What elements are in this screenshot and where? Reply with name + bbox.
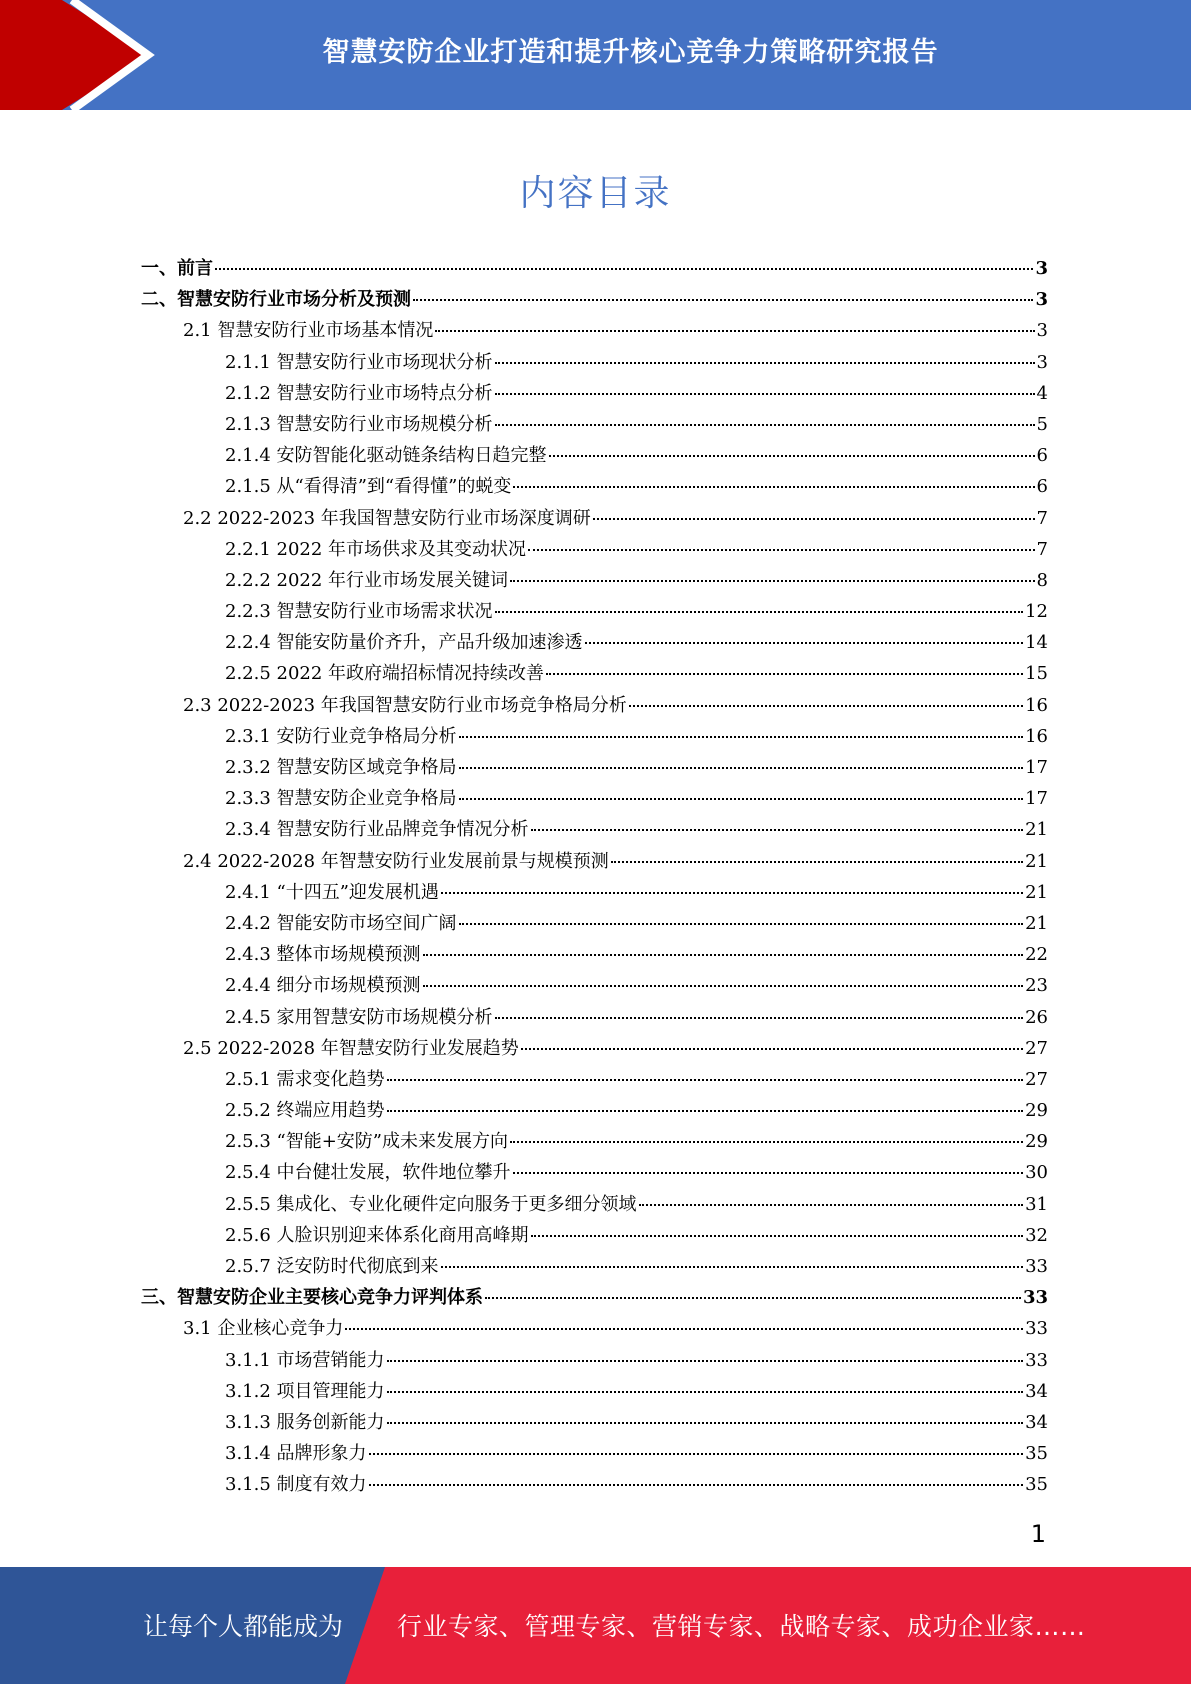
toc-entry-page: 21 [1025, 881, 1048, 903]
toc-entry-page: 31 [1025, 1193, 1048, 1215]
toc-entry[interactable] [141, 971, 1048, 1002]
toc-entry-label: 2.3.4 智慧安防行业品牌竞争情况分析 [225, 819, 529, 841]
toc-leader-dots [531, 1235, 1024, 1237]
toc-leader-dots [495, 611, 1024, 613]
toc-leader-dots [495, 1017, 1024, 1019]
toc-entry-label: 3.1 企业核心竞争力 [183, 1318, 344, 1340]
toc-entry-page: 30 [1025, 1162, 1048, 1184]
toc-entry-label: 一、前言 [141, 258, 213, 279]
toc-heading: 内容目录 [519, 173, 672, 214]
toc-entry-page: 33 [1025, 1256, 1048, 1277]
toc-entry[interactable] [141, 722, 1048, 753]
toc-leader-dots [495, 393, 1035, 395]
toc-entry-label: 2.5.1 需求变化趋势 [225, 1068, 385, 1090]
toc-entry[interactable] [141, 878, 1048, 909]
toc-entry-page: 7 [1036, 507, 1048, 529]
toc-entry[interactable] [141, 1096, 1048, 1127]
toc-leader-dots [546, 673, 1023, 675]
toc-entry-page: 22 [1025, 944, 1048, 966]
toc-entry-page: 35 [1025, 1443, 1048, 1465]
toc-entry[interactable] [141, 1252, 1048, 1283]
toc-leader-dots [423, 954, 1024, 956]
report-title: 智慧安防企业打造和提升核心竞争力策略研究报告 [322, 37, 939, 68]
toc-entry[interactable] [141, 254, 1048, 285]
toc-entry-page: 21 [1025, 912, 1048, 934]
toc-entry-page: 3 [1036, 351, 1048, 373]
toc-entry[interactable] [141, 1221, 1048, 1252]
toc-entry[interactable] [141, 504, 1048, 535]
toc-entry[interactable] [141, 1346, 1048, 1377]
toc-entry-page: 6 [1036, 445, 1048, 467]
toc-entry-label: 2.5.5 集成化、专业化硬件定向服务于更多细分领域 [225, 1193, 637, 1215]
toc-entry-page: 3 [1035, 258, 1048, 279]
toc-leader-dots [215, 268, 1033, 270]
toc-entry[interactable] [141, 410, 1048, 441]
toc-entry-label: 2.5.6 人脸识别迎来体系化商用高峰期 [225, 1224, 529, 1246]
toc-leader-dots [510, 580, 1034, 582]
toc-entry[interactable] [141, 472, 1048, 503]
toc-leader-dots [513, 486, 1034, 488]
toc-entry[interactable] [141, 535, 1048, 566]
toc-leader-dots [423, 985, 1024, 987]
toc-leader-dots [593, 518, 1035, 520]
toc-entry-label: 2.5.3 “智能+安防”成未来发展方向 [225, 1131, 509, 1153]
toc-leader-dots [521, 1048, 1023, 1050]
toc-entry[interactable] [141, 1314, 1048, 1345]
toc-entry[interactable] [141, 316, 1048, 347]
toc-entry-page: 17 [1025, 788, 1048, 810]
toc-entry-page: 32 [1025, 1224, 1048, 1246]
toc-entry-label: 二、智慧安防行业市场分析及预测 [141, 289, 411, 311]
toc-entry-label: 2.1 智慧安防行业市场基本情况 [183, 320, 434, 342]
toc-entry[interactable] [141, 1377, 1048, 1408]
footer-slogan-left: 让每个人都能成为 [143, 1612, 344, 1641]
toc-leader-dots [441, 892, 1023, 894]
toc-entry[interactable] [141, 597, 1048, 628]
toc-entry-page: 3 [1035, 289, 1048, 311]
toc-leader-dots [369, 1484, 1024, 1486]
toc-entry-label: 三、智慧安防企业主要核心竞争力评判体系 [141, 1287, 483, 1309]
toc-leader-dots [513, 1172, 1024, 1174]
toc-entry-page: 8 [1036, 569, 1048, 591]
toc-entry-page: 12 [1025, 601, 1048, 623]
toc-leader-dots [528, 549, 1034, 551]
toc-entry-label: 2.3 2022-2023 年我国智慧安防行业市场竞争格局分析 [183, 694, 627, 716]
toc-leader-dots [387, 1391, 1024, 1393]
toc-leader-dots [495, 362, 1035, 364]
toc-entry-label: 2.1.3 智慧安防行业市场规模分析 [225, 413, 493, 435]
toc-entry-label: 2.2.1 2022 年市场供求及其变动状况 [225, 538, 527, 560]
toc-entry[interactable] [141, 1190, 1048, 1221]
toc-leader-dots [510, 1141, 1023, 1143]
toc-entry-page: 33 [1025, 1318, 1048, 1340]
toc-leader-dots [459, 736, 1024, 738]
toc-leader-dots [611, 861, 1023, 863]
toc-leader-dots [387, 1110, 1024, 1112]
toc-entry-label: 2.5.2 终端应用趋势 [225, 1100, 385, 1122]
toc-leader-dots [585, 642, 1024, 644]
toc-entry-label: 2.4.4 细分市场规模预测 [225, 975, 421, 997]
toc-entry-label: 2.4.5 家用智慧安防市场规模分析 [225, 1006, 493, 1028]
toc-entry-page: 23 [1025, 975, 1048, 997]
toc-entry[interactable] [141, 1439, 1048, 1470]
toc-leader-dots [495, 424, 1035, 426]
toc-entry[interactable] [141, 285, 1048, 316]
toc-entry-page: 27 [1025, 1037, 1048, 1059]
toc-entry[interactable] [141, 1470, 1048, 1501]
toc-entry[interactable] [141, 1283, 1048, 1314]
toc-entry[interactable] [141, 566, 1048, 597]
toc-leader-dots [459, 767, 1024, 769]
toc-entry-page: 29 [1025, 1131, 1048, 1153]
toc-entry-label: 3.1.1 市场营销能力 [225, 1349, 385, 1371]
toc-leader-dots [435, 330, 1034, 332]
toc-leader-dots [387, 1079, 1024, 1081]
toc-entry[interactable] [141, 441, 1048, 472]
footer-slogan-right: 行业专家、管理专家、营销专家、战略专家、成功企业家…… [397, 1612, 1086, 1641]
toc-leader-dots [459, 923, 1024, 925]
toc-entry-page: 7 [1036, 538, 1048, 560]
toc-entry-page: 34 [1025, 1411, 1048, 1433]
toc-entry-label: 3.1.5 制度有效力 [225, 1474, 367, 1496]
toc-entry-page: 14 [1025, 632, 1048, 654]
toc-entry-label: 2.1.1 智慧安防行业市场现状分析 [225, 351, 493, 373]
toc-entry[interactable] [141, 348, 1048, 379]
toc-entry-label: 2.3.1 安防行业竞争格局分析 [225, 725, 457, 747]
toc-entry[interactable] [141, 379, 1048, 410]
toc-entry[interactable] [141, 659, 1048, 690]
toc-leader-dots [549, 455, 1035, 457]
toc-entry-label: 3.1.4 品牌形象力 [225, 1443, 367, 1465]
toc-entry-label: 2.5.7 泛安防时代彻底到来 [225, 1256, 439, 1277]
toc-leader-dots [413, 299, 1033, 301]
toc-entry[interactable] [141, 909, 1048, 940]
toc-entry-page: 6 [1036, 476, 1048, 498]
toc-leader-dots [459, 798, 1024, 800]
table-of-contents [141, 254, 1048, 1502]
toc-entry-label: 2.1.4 安防智能化驱动链条结构日趋完整 [225, 445, 547, 467]
toc-entry[interactable] [141, 1065, 1048, 1096]
toc-leader-dots [531, 829, 1024, 831]
toc-entry-page: 35 [1025, 1474, 1048, 1496]
toc-entry[interactable] [141, 753, 1048, 784]
toc-entry-page: 21 [1025, 850, 1048, 872]
footer-banner [0, 1567, 1191, 1684]
toc-entry-label: 2.2.4 智能安防量价齐升，产品升级加速渗透 [225, 632, 583, 654]
toc-entry-label: 2.4 2022-2028 年智慧安防行业发展前景与规模预测 [183, 850, 609, 872]
toc-entry-label: 3.1.3 服务创新能力 [225, 1411, 385, 1433]
header-banner [0, 0, 1191, 110]
toc-entry[interactable] [141, 1127, 1048, 1158]
toc-entry-label: 2.3.2 智慧安防区域竞争格局 [225, 757, 457, 778]
toc-entry-label: 2.1.2 智慧安防行业市场特点分析 [225, 382, 493, 404]
toc-entry[interactable] [141, 1408, 1048, 1439]
toc-entry-page: 34 [1025, 1380, 1048, 1402]
toc-entry-label: 2.3.3 智慧安防企业竞争格局 [225, 788, 457, 810]
toc-entry-label: 2.1.5 从“看得清”到“看得懂”的蜕变 [225, 476, 512, 498]
toc-entry-page: 29 [1025, 1100, 1048, 1122]
toc-entry-page: 3 [1036, 320, 1048, 342]
toc-leader-dots [441, 1266, 1024, 1268]
toc-entry[interactable] [141, 940, 1048, 971]
toc-entry[interactable] [141, 847, 1048, 878]
toc-leader-dots [629, 705, 1023, 707]
toc-entry-label: 2.5 2022-2028 年智慧安防行业发展趋势 [183, 1037, 519, 1059]
toc-entry[interactable] [141, 691, 1048, 722]
toc-entry[interactable] [141, 1034, 1048, 1065]
toc-leader-dots [345, 1328, 1023, 1330]
toc-leader-dots [485, 1297, 1021, 1299]
toc-leader-dots [369, 1453, 1024, 1455]
toc-entry-label: 2.2 2022-2023 年我国智慧安防行业市场深度调研 [183, 507, 591, 529]
toc-entry-page: 33 [1025, 1349, 1048, 1371]
toc-entry-label: 2.5.4 中台健壮发展，软件地位攀升 [225, 1162, 511, 1184]
toc-entry-page: 21 [1025, 819, 1048, 841]
toc-entry-page: 16 [1025, 694, 1048, 716]
toc-entry-page: 4 [1036, 382, 1048, 404]
toc-entry-label: 2.2.3 智慧安防行业市场需求状况 [225, 601, 493, 623]
toc-entry[interactable] [141, 1003, 1048, 1034]
toc-entry-page: 27 [1025, 1068, 1048, 1090]
toc-entry[interactable] [141, 815, 1048, 846]
toc-entry-label: 3.1.2 项目管理能力 [225, 1380, 385, 1402]
toc-entry-page: 26 [1025, 1006, 1048, 1028]
toc-entry-page: 17 [1025, 757, 1048, 778]
toc-entry-label: 2.2.5 2022 年政府端招标情况持续改善 [225, 663, 545, 685]
toc-entry-page: 15 [1025, 663, 1048, 685]
toc-entry[interactable] [141, 1158, 1048, 1189]
toc-entry-label: 2.4.3 整体市场规模预测 [225, 944, 421, 966]
toc-entry-page: 5 [1036, 413, 1048, 435]
page-number: 1 [1030, 1520, 1046, 1548]
toc-leader-dots [387, 1360, 1024, 1362]
toc-entry-page: 33 [1022, 1287, 1048, 1309]
toc-entry-label: 2.4.1 “十四五”迎发展机遇 [225, 881, 439, 903]
toc-entry[interactable] [141, 784, 1048, 815]
toc-leader-dots [639, 1204, 1024, 1206]
toc-entry-page: 16 [1025, 725, 1048, 747]
toc-leader-dots [387, 1422, 1024, 1424]
toc-entry-label: 2.2.2 2022 年行业市场发展关键词 [225, 569, 509, 591]
toc-entry-label: 2.4.2 智能安防市场空间广阔 [225, 912, 457, 934]
toc-entry[interactable] [141, 628, 1048, 659]
